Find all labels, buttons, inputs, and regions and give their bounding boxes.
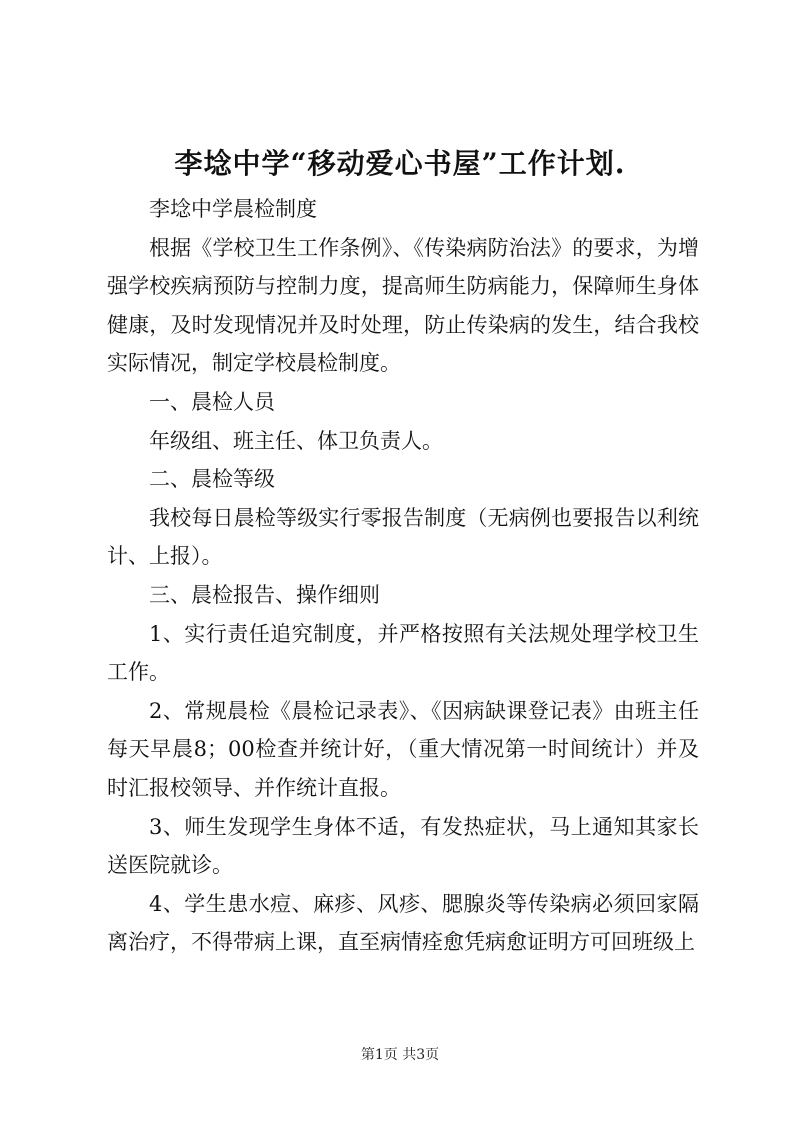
rule-item: 2、常规晨检《晨检记录表》、《因病缺课登记表》由班主任每天早晨8；00检查并统计好，（重大情况第一时间统计）并及时汇报校领导、并作统计直报。	[107, 698, 699, 800]
section-heading-staff: 一、晨检人员	[149, 389, 275, 414]
rule-item: 3、师生发现学生身体不适，有发热症状，马上通知其家长送医院就诊。	[107, 814, 699, 878]
section-heading-rules: 三、晨检报告、操作细则	[149, 582, 380, 607]
document-title: 李埝中学“移动爱心书屋”工作计划.	[174, 147, 626, 180]
section-heading-level: 二、晨检等级	[149, 467, 275, 492]
paragraph-level: 我校每日晨检等级实行零报告制度（无病例也要报告以利统计、上报）。	[107, 505, 699, 569]
paragraph-staff: 年级组、班主任、体卫负责人。	[149, 428, 443, 453]
rule-item: 4、学生患水痘、麻疹、风疹、腮腺炎等传染病必须回家隔离治疗，不得带病上课，直至病情痊愈凭病愈证明方可回班级上	[107, 891, 699, 955]
document-body	[107, 190, 699, 962]
rule-item: 1、实行责任追究制度，并严格按照有关法规处理学校卫生工作。	[107, 621, 699, 685]
paragraph-heading: 李埝中学晨检制度	[149, 197, 317, 221]
paragraph-intro: 根据《学校卫生工作条例》、《传染病防治法》的要求，为增强学校疾病预防与控制力度，提高师生防病能力，保障师生身体健康，及时发现情况并及时处理，防止传染病的发生，结合我校实际情况，制定学校晨检制度。	[107, 235, 699, 376]
page-number-footer: 第1页 共3页	[360, 1047, 440, 1063]
